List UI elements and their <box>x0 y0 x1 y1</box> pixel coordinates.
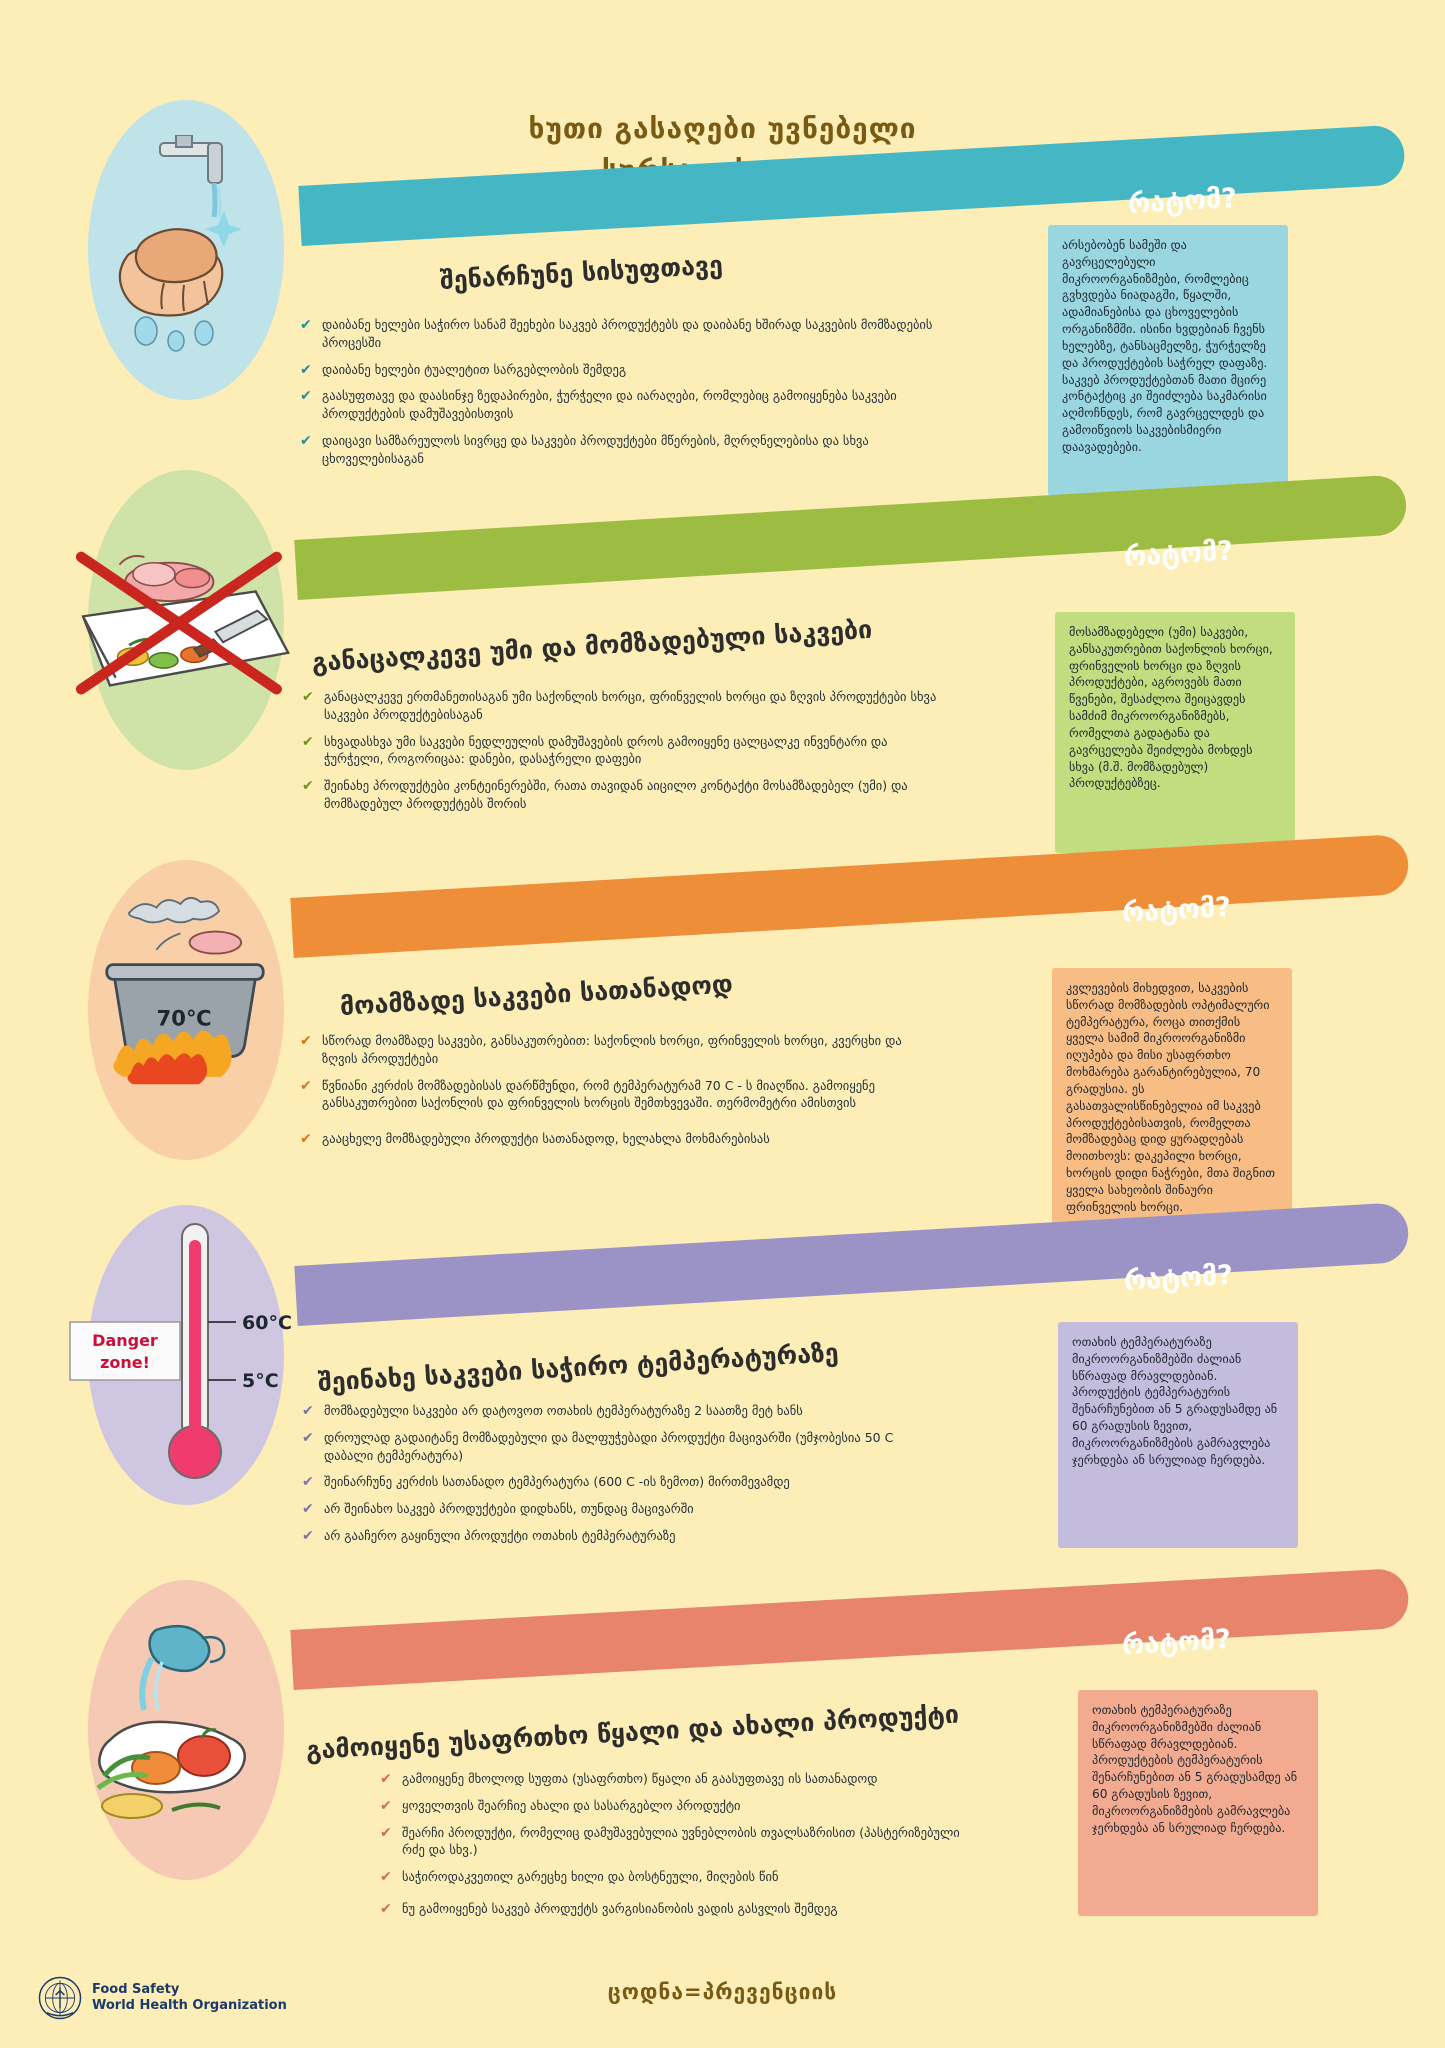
section-heading-3: მოამზადე საკვები სათანადოდ <box>339 969 734 1021</box>
list-item: ✔ ნუ გამოიყენებ საკვებ პროდუქტს ვარგისიანობის ვადის გასვლის შემდეგ <box>380 1900 980 1918</box>
check-icon: ✔ <box>302 1501 314 1517</box>
check-icon: ✔ <box>300 317 312 333</box>
list-item: ✔ შეინახე პროდუქტები კონტეინერებში, რათა თავიდან აიცილო კონტაქტი მოსამზადებელ (უმი) და მომზადებულ პროდუქტებს შორის <box>302 778 908 811</box>
check-icon: ✔ <box>380 1824 392 1841</box>
list-item: ✔ შეარჩი პროდუქტი, რომელიც დამუშავებულია უვნებლობის თვალსაზრისით (პასტერიზებული რძე და სხვ.) <box>380 1824 960 1858</box>
check-icon: ✔ <box>300 361 312 378</box>
section-heading-1: შენარჩუნე სისუფთავე <box>439 250 724 295</box>
bullet-list-5 <box>380 1770 980 1927</box>
list-item: ✔ დაიბანე ხელები საჭირო სანამ შეეხები საკვებ პროდუქტებს და დაიბანე ხშირად საკვების მომზადების პროცესში <box>300 317 933 350</box>
bullet-list-3 <box>300 1032 920 1157</box>
raw-meat-crossed-icon <box>62 510 292 740</box>
temperature-badge: 70℃ <box>156 1005 212 1031</box>
check-icon: ✔ <box>380 1869 392 1885</box>
check-icon: ✔ <box>300 1131 312 1147</box>
list-item: ✔ გამოიყენე მხოლოდ სუფთა (უსაფრთხო) წყალი ან გაასუფთავე ის სათანადოდ <box>380 1770 980 1788</box>
list-item: ✔ საჭიროდაკვეთილ გარეცხე ხილი და ბოსტნეული, მიღების წინ <box>380 1868 980 1886</box>
why-box-1: არსებობენ სამეში და გავრცელებული მიკროორგანიზმები, რომლებიც გვხვდება ნიადაგში, წყალში, ადამიანებისა და ცხოველების ორგანიზმში. ისინი ხვდებიან ჩვენს ხელებზე, ტანსაცმელზე, ჭურჭელზე და პროდუქტების საჭრელ დაფაზე. საკვებ პროდუქტებთან მათი მცირე კონტაქტიც კი შეიძლება საკმარისი აღმოჩნდეს, რომ გავრცელდეს და გამოიწვიოს საკვებისმიერი დაავადებები. <box>1048 225 1288 496</box>
washing-vegetables-icon <box>52 1620 302 1860</box>
check-icon: ✔ <box>300 388 312 405</box>
check-icon: ✔ <box>302 1527 314 1544</box>
list-item: ✔ არ შეინახო საკვებ პროდუქტები დიდხანს, თუნდაც მაცივარში <box>302 1500 942 1518</box>
list-item: ✔ დაიცავი სამზარეულოს სივრცე და საკვები პროდუქტები მწერების, მღრღნელებისა და სხვა ცხოველებისაგან <box>300 432 869 466</box>
check-icon: ✔ <box>302 733 314 750</box>
list-item: ✔ განაცალკევე ერთმანეთისაგან უმი საქონლის ხორცი, ფრინველის ხორცი და ზღვის პროდუქტები სხვა საკვები პროდუქტებისაგან <box>302 689 937 722</box>
list-item: ✔ დროულად გადაიტანე მომზადებული და მალფუჭებადი პროდუქტი მაცივარში (უმჯობესია 50 C დაბალი ტემპერატურა) <box>302 1429 894 1463</box>
list-item: ✔ მომზადებული საკვები არ დატოვოთ ოთახის ტემპერატურაზე 2 საათზე მეტ ხანს <box>302 1402 942 1420</box>
list-item: ✔ ყოველთვის შეარჩიე ახალი და სასარგებლო პროდუქტი <box>380 1797 980 1815</box>
banner-3 <box>290 834 1410 958</box>
handwashing-icon <box>68 135 298 365</box>
why-label-4: რატომ? <box>1123 1259 1234 1297</box>
check-icon: ✔ <box>300 432 312 449</box>
check-icon: ✔ <box>300 1077 312 1094</box>
why-label-3: რატომ? <box>1121 891 1232 929</box>
list-item: ✔ სხვადასხვა უმი საკვები ნედლეულის დამუშავების დროს გამოიყენე ცალცალკე ინვენტარი და ჭურჭელი, როგორიცაა: დანები, დასაჭრელი დაფები <box>302 733 888 767</box>
why-box-5: ოთახის ტემპერატურაზე მიკროორგანიზმებში ძალიან სწრაფად მრავლდებიან. პროდუქტების ტემპერატურის შენარჩუნებით ან 5 გრადუსამდე ან 60 გრადუსის ზევით, მიკროორგანიზმების გამრავლება ჯერხდება ან სრულიად ჩერდება. <box>1078 1690 1318 1916</box>
boiling-pot-icon <box>70 880 300 1110</box>
list-item: ✔ გაასუფთავე და დაასინჯე ზედაპირები, ჭურჭელი და იარაღები, რომლებიც გამოიყენება საკვები პროდუქტების დამუშავებისთვის <box>300 388 897 421</box>
svg-text:zone!: zone! <box>100 1353 150 1372</box>
bullet-list-4 <box>302 1402 942 1554</box>
footer-org-line2: World Health Organization <box>92 1998 287 2013</box>
check-icon: ✔ <box>302 1474 314 1491</box>
why-box-2: მოსამზადებელი (უმი) საკვები, განსაკუთრებით საქონლის ხორცი, ფრინველის ხორცი და ზღვის პროდუქტები, აგროვებს მათი წვენები, შესაძლოა შეიცავდეს სამძიმ მიკროორგანიზმებს, რომელთა გადატანა და გავრცელება შეიძლება მოხდეს სხვა (მ.შ. მომზადებულ) პროდუქტებზეც. <box>1055 612 1295 853</box>
check-icon: ✔ <box>302 1403 314 1419</box>
banner-4 <box>294 1202 1410 1326</box>
banner-2 <box>294 474 1408 600</box>
why-label-5: რატომ? <box>1121 1623 1232 1661</box>
bullet-list-2 <box>302 688 942 822</box>
list-item: ✔ შეინარჩუნე კერძის სათანადო ტემპერატურა (600 C -ის ზემოთ) მირთმევამდე <box>302 1473 942 1491</box>
check-icon: ✔ <box>380 1797 392 1814</box>
check-icon: ✔ <box>380 1771 392 1787</box>
check-icon: ✔ <box>300 1033 312 1049</box>
why-box-4: ოთახის ტემპერატურაზე მიკროორგანიზმებში ძალიან სწრაფად მრავლდებიან. პროდუქტის ტემპერატურის შენარჩუნებით ან 5 გრადუსამდე ან 60 გრადუსის ზევით, მიკროორგანიზმების გამრავლება ჯერხდება ან სრულიად ჩერდება. <box>1058 1322 1298 1548</box>
svg-text:Danger: Danger <box>92 1331 158 1350</box>
list-item: ✔ არ გააჩერო გაყინული პროდუქტი ოთახის ტემპერატურაზე <box>302 1527 942 1545</box>
section-heading-5: გამოიყენე უსაფრთხო წყალი და ახალი პროდუქტი <box>305 1699 960 1765</box>
section-heading-2: განაცალკევე უმი და მომზადებული საკვები <box>311 614 873 677</box>
footer-org-line1: Food Safety <box>92 1981 180 1997</box>
footer-slogan: ცოდნა=პრევენციის <box>607 1980 838 2004</box>
page-title-line1: ხუთი გასაღები უვნებელი <box>528 112 917 145</box>
check-icon: ✔ <box>302 778 314 794</box>
why-label-1: რატომ? <box>1127 182 1238 220</box>
temp-low-label: 5°C <box>242 1370 279 1392</box>
list-item: ✔ გააცხელე მომზადებული პროდუქტი სათანადოდ, ხელახლა მოხმარებისას <box>300 1130 920 1148</box>
check-icon: ✔ <box>302 689 314 705</box>
list-item: ✔ წვნიანი კერძის მომზადებისას დარწმუნდი, რომ ტემპერატურამ 70 C - ს მიაღწია. გამოიყენე განსაკუთრებით საქონლის და ფრინველის ხორცის შემთხვევაში. თერმომეტრი ამისთვის <box>300 1077 875 1111</box>
check-icon: ✔ <box>380 1900 392 1917</box>
thermometer-danger-zone-icon <box>10 1210 330 1500</box>
temp-high-label: 60°C <box>242 1312 292 1334</box>
list-item: ✔ დაიბანე ხელები ტუალეტით სარგებლობის შემდეგ <box>300 361 940 379</box>
list-item: ✔ სწორად მოამზადე საკვები, განსაკუთრებით: საქონლის ხორცი, ფრინველის ხორცი, კვერცხი და ზღვის პროდუქტები <box>300 1033 902 1066</box>
check-icon: ✔ <box>302 1429 314 1446</box>
section-heading-4: შეინახე საკვები საჭირო ტემპერატურაზე <box>317 1338 840 1397</box>
banner-5 <box>290 1568 1410 1690</box>
why-label-2: რატომ? <box>1123 535 1234 573</box>
why-box-3: კვლევების მიხედვით, საკვების სწორად მომზადების ოპტიმალური ტემპერატურა, როცა თითქმის ყველა სამიმ მიკროორგანიზმი იღუპება და მისი უსაფრთხო მოხმარება გარანტირებულია, 70 გრადუსია. ეს გასათვალისწინებელია იმ საკვებ პროდუქტებისათვის, რომელთა მომზადებაც დიდ ყურადღებას მოითხოვს: დაკეპილი ხორცი, ხორცის დიდი ნაჭრები, მთა შიგნით ყველა სახეობის შინაური ფრინველის ხორცი. <box>1052 968 1292 1229</box>
bullet-list-1 <box>300 316 940 476</box>
